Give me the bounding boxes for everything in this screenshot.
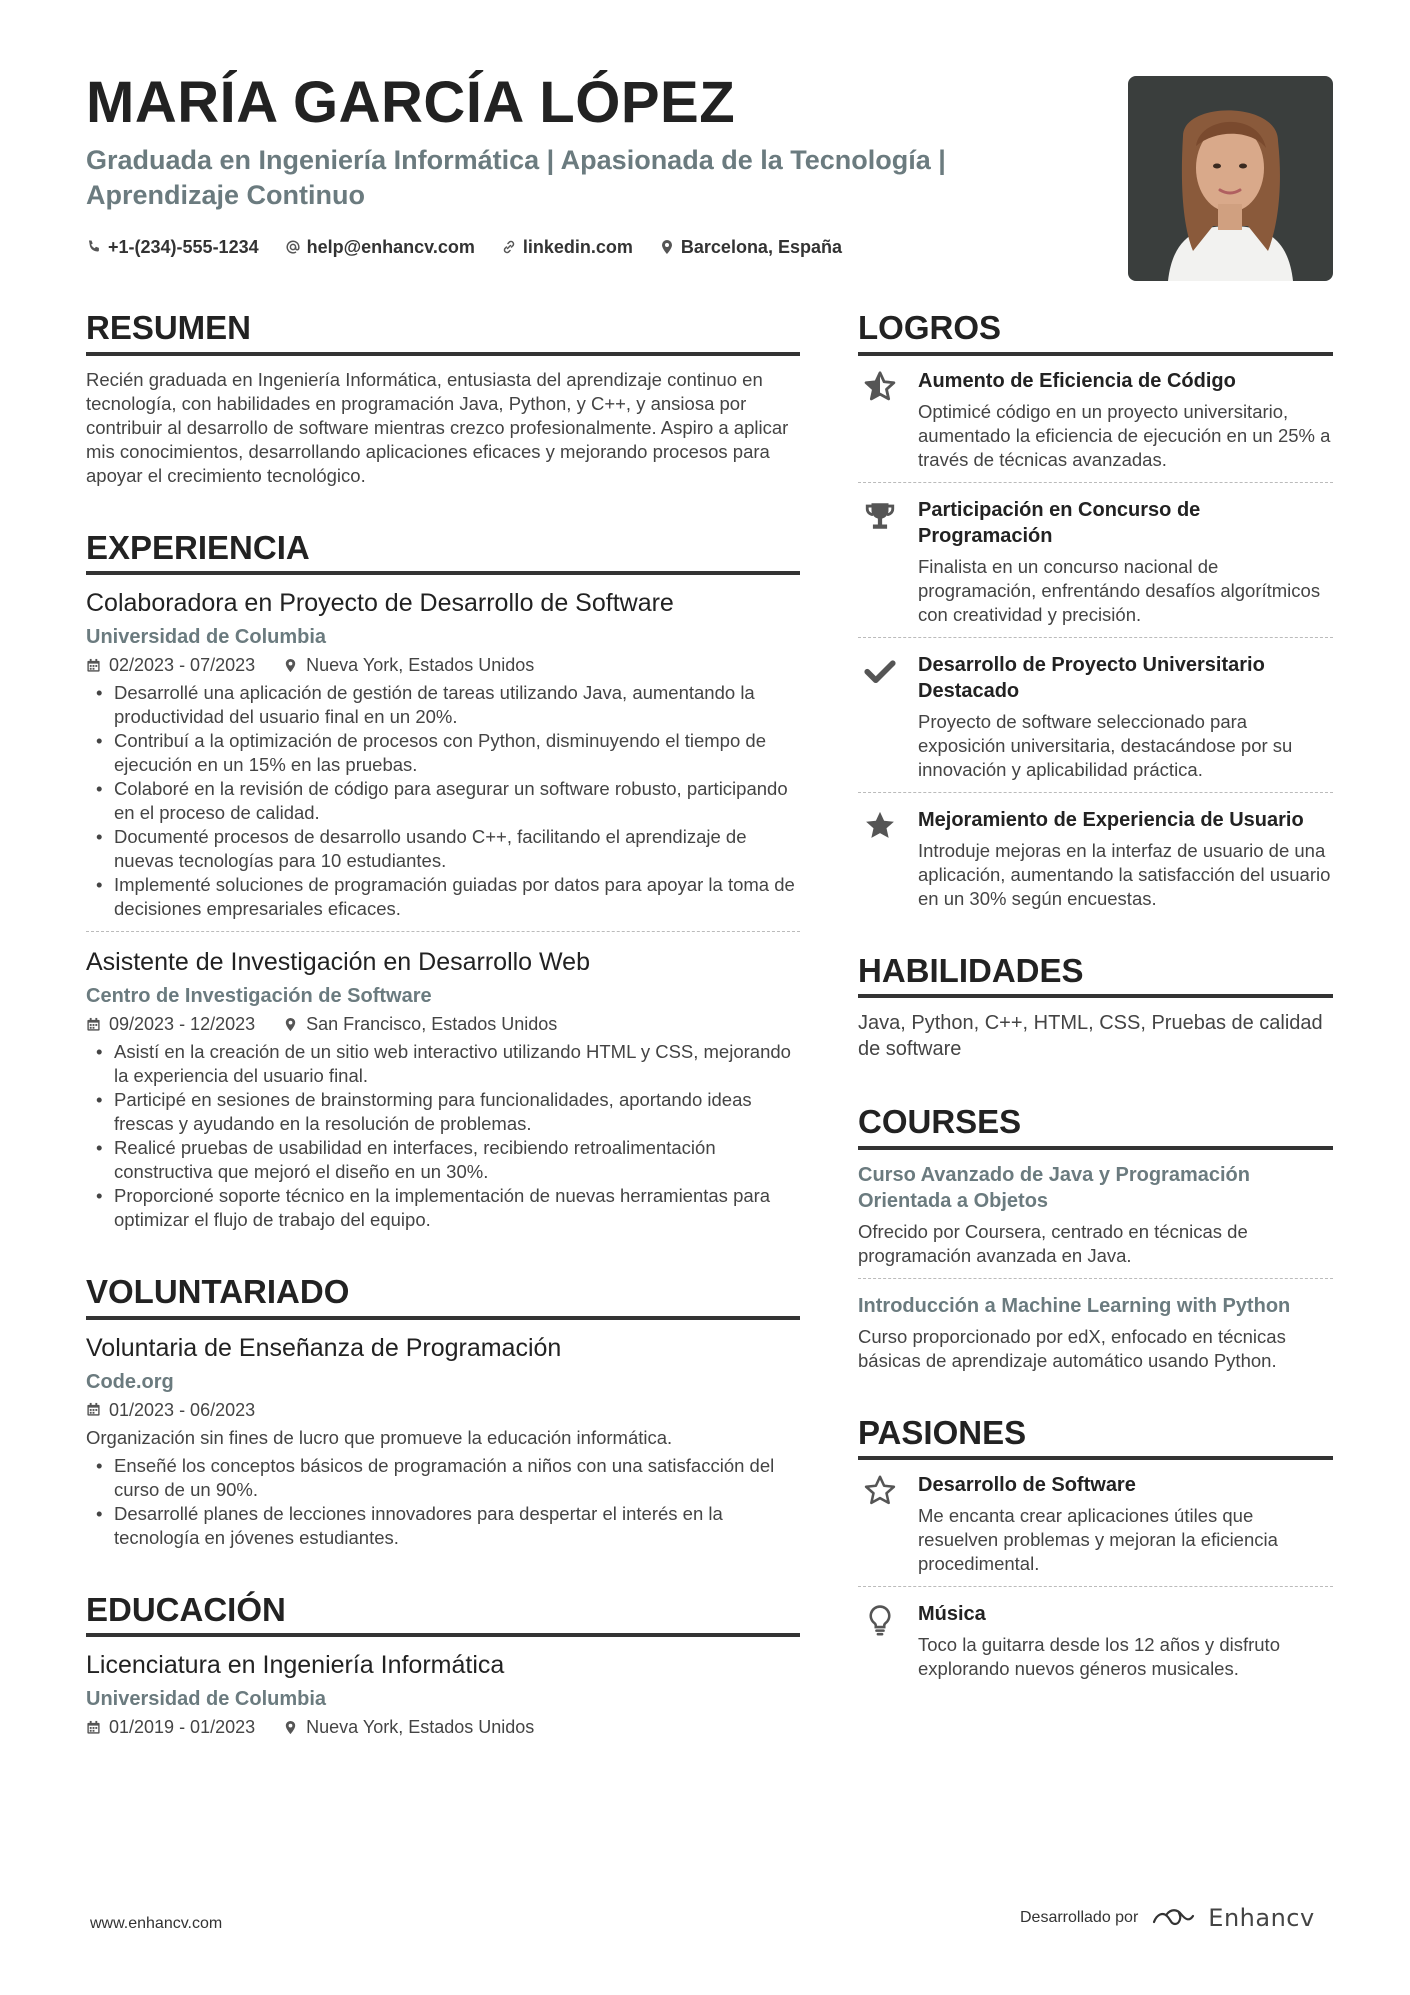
location-text: Barcelona, España	[680, 236, 842, 257]
location-text: Nueva York, Estados Unidos	[306, 1717, 535, 1738]
achievement-title: Desarrollo de Proyecto Universitario Destacado	[918, 653, 1265, 702]
section-title-summary: RESUMEN	[86, 308, 800, 356]
experience-bullets	[86, 681, 800, 921]
section-title-achievements: LOGROS	[858, 308, 1333, 356]
achievement-item	[858, 497, 1333, 627]
trophy-icon	[863, 499, 897, 533]
experience-role: Colaboradora en Proyecto de Desarrollo de Software	[86, 589, 674, 618]
at-icon	[285, 239, 301, 255]
star-icon	[863, 809, 897, 843]
section-title-volunteer: VOLUNTARIADO	[86, 1272, 800, 1320]
bullet-item: • Proporcioné soporte técnico en la implementación de nuevas herramientas para optimizar el flujo de trabajo del equipo.	[86, 1184, 800, 1232]
education-location	[283, 1715, 534, 1739]
resume-header	[86, 70, 1086, 258]
education-dates	[86, 1715, 255, 1739]
linkedin-text: linkedin.com	[522, 236, 633, 257]
bullet-item: • Participé en sesiones de brainstorming para funcionalidades, aportando ideas frescas y ayudando en la resolución de problemas.	[86, 1088, 800, 1136]
achievement-desc: Introduje mejoras en la interfaz de usuario de una aplicación, aumentando la satisfacción del usuario en un 30% según encuestas.	[918, 839, 1331, 909]
course-item	[858, 1162, 1333, 1268]
section-title-courses: COURSES	[858, 1102, 1333, 1150]
achievement-desc: Proyecto de software seleccionado para exposición universitaria, destacándose por su innovación y aplicabilidad práctica.	[918, 710, 1293, 780]
course-title: Curso Avanzado de Java y Programación Orientada a Objetos	[858, 1163, 1250, 1212]
link-icon	[501, 239, 517, 255]
achievements-section	[858, 308, 1333, 911]
achievement-title: Mejoramiento de Experiencia de Usuario	[918, 808, 1304, 831]
left-column	[86, 308, 800, 1779]
volunteer-meta	[86, 1398, 800, 1422]
footer-branding[interactable]	[1020, 1904, 1315, 1932]
map-pin-icon	[659, 239, 675, 255]
skills-text: Java, Python, C++, HTML, CSS, Pruebas de calidad de software	[858, 1012, 1323, 1061]
achievement-desc: Finalista en un concurso nacional de programación, enfrentándo desafíos algorítmicos con creatividad y precisión.	[918, 555, 1321, 625]
passion-desc: Me encanta crear aplicaciones útiles que resuelven problemas y mejoran la eficiencia procedimental.	[918, 1505, 1278, 1575]
dates-text: 01/2019 - 01/2023	[109, 1717, 256, 1738]
experience-org: Universidad de Columbia	[86, 626, 327, 649]
volunteer-bullets	[86, 1454, 800, 1550]
contact-bar	[86, 237, 1086, 258]
experience-section	[86, 528, 800, 1233]
achievement-desc: Optimicé código en un proyecto universitario, aumentado la eficiencia de ejecución en un 25% a través de técnicas avanzadas.	[918, 400, 1331, 470]
lightbulb-icon	[863, 1603, 897, 1637]
dates-text: 01/2023 - 06/2023	[109, 1399, 256, 1420]
experience-role: Asistente de Investigación en Desarrollo Web	[86, 948, 590, 977]
experience-entry	[86, 587, 800, 921]
experience-entry	[86, 946, 800, 1232]
dates-text: 09/2023 - 12/2023	[109, 1014, 256, 1035]
contact-linkedin[interactable]	[501, 237, 633, 258]
calendar-icon	[86, 658, 101, 673]
experience-org: Centro de Investigación de Software	[86, 985, 432, 1008]
bullet-item: • Enseñé los conceptos básicos de programación a niños con una satisfacción del curso de un 90%.	[86, 1454, 800, 1502]
bullet-item: • Implementé soluciones de programación guiadas por datos para apoyar la toma de decisiones empresariales eficaces.	[86, 873, 800, 921]
volunteer-org: Code.org	[86, 1370, 174, 1393]
achievement-title: Participación en Concurso de Programación	[918, 498, 1201, 547]
calendar-icon	[86, 1402, 101, 1417]
passion-title: Música	[918, 1603, 986, 1626]
entry-divider	[858, 637, 1333, 638]
achievement-item	[858, 807, 1333, 911]
footer-website[interactable]: www.enhancv.com	[90, 1915, 223, 1932]
summary-text: Recién graduada en Ingeniería Informática, entusiasta del aprendizaje continuo en tecnología, con habilidades en programación Java, Python, y C++, y ansiosa por contribuir al desarrollo de software mientras crezco profesionalmente. Aspiro a aplicar mis conocimientos, desarrollando aplicaciones eficaces y mejorando procesos para apoyar el crecimiento tecnológico.	[86, 368, 789, 486]
bullet-item: • Contribuí a la optimización de procesos con Python, disminuyendo el tiempo de ejecución en un 15% en las pruebas.	[86, 729, 800, 777]
volunteer-description: Organización sin fines de lucro que promueve la educación informática.	[86, 1426, 673, 1448]
passion-item	[858, 1472, 1333, 1576]
star-half-icon	[863, 370, 897, 404]
contact-location	[659, 237, 842, 258]
bullet-item: • Colaboré en la revisión de código para asegurar un software robusto, participando en el proceso de calidad.	[86, 777, 800, 825]
section-title-education: EDUCACIÓN	[86, 1590, 800, 1638]
calendar-icon	[86, 1017, 101, 1032]
bullet-item: • Desarrollé una aplicación de gestión de tareas utilizando Java, aumentando la productividad del usuario final en un 20%.	[86, 681, 800, 729]
volunteer-section	[86, 1272, 800, 1550]
calendar-icon	[86, 1720, 101, 1735]
experience-dates	[86, 1012, 255, 1036]
check-icon	[863, 654, 897, 688]
course-item	[858, 1293, 1333, 1373]
course-desc: Curso proporcionado por edX, enfocado en técnicas básicas de aprendizaje automático usando Python.	[858, 1325, 1286, 1371]
location-text: Nueva York, Estados Unidos	[306, 655, 535, 676]
section-title-skills: HABILIDADES	[858, 951, 1333, 999]
contact-phone[interactable]	[86, 237, 259, 258]
section-title-passions: PASIONES	[858, 1413, 1333, 1461]
map-pin-icon	[283, 1017, 298, 1032]
entry-divider	[858, 792, 1333, 793]
education-degree: Licenciatura en Ingeniería Informática	[86, 1651, 505, 1680]
bullet-item: • Desarrollé planes de lecciones innovadores para despertar el interés en la tecnología en jóvenes estudiantes.	[86, 1502, 800, 1550]
course-desc: Ofrecido por Coursera, centrado en técnicas de programación avanzada en Java.	[858, 1220, 1248, 1266]
passions-section	[858, 1413, 1333, 1682]
bullet-item: • Realicé pruebas de usabilidad en interfaces, recibiendo retroalimentación constructiva que mejoró el diseño en un 30%.	[86, 1136, 800, 1184]
entry-divider	[858, 1278, 1333, 1279]
brand-name: Enhancv	[1208, 1904, 1315, 1932]
experience-meta	[86, 1012, 800, 1036]
experience-bullets	[86, 1040, 800, 1232]
location-text: San Francisco, Estados Unidos	[306, 1014, 558, 1035]
star-outline-icon	[863, 1474, 897, 1508]
achievement-title: Aumento de Eficiencia de Código	[918, 369, 1236, 392]
achievement-item	[858, 368, 1333, 472]
passion-desc: Toco la guitarra desde los 12 años y disfruto explorando nuevos géneros musicales.	[918, 1634, 1280, 1680]
education-section	[86, 1590, 800, 1740]
map-pin-icon	[283, 1720, 298, 1735]
profile-photo	[1128, 76, 1333, 281]
courses-section	[858, 1102, 1333, 1373]
entry-divider	[86, 931, 800, 932]
course-title: Introducción a Machine Learning with Python	[858, 1294, 1291, 1317]
achievement-item	[858, 652, 1333, 782]
passion-title: Desarrollo de Software	[918, 1474, 1136, 1497]
contact-email[interactable]	[285, 237, 475, 258]
map-pin-icon	[283, 658, 298, 673]
passion-item	[858, 1601, 1333, 1681]
experience-location	[283, 653, 534, 677]
experience-location	[283, 1012, 557, 1036]
volunteer-role: Voluntaria de Enseñanza de Programación	[86, 1333, 562, 1362]
volunteer-dates	[86, 1398, 255, 1422]
education-meta	[86, 1715, 800, 1739]
section-title-experience: EXPERIENCIA	[86, 528, 800, 576]
candidate-name: MARÍA GARCÍA LÓPEZ	[86, 70, 736, 135]
dates-text: 02/2023 - 07/2023	[109, 655, 256, 676]
experience-meta	[86, 653, 800, 677]
bullet-item: • Asistí en la creación de un sitio web interactivo utilizando HTML y CSS, mejorando la experiencia del usuario final.	[86, 1040, 800, 1088]
skills-section	[858, 951, 1333, 1063]
powered-by-label: Desarrollado por	[1020, 1909, 1139, 1926]
email-text: help@enhancv.com	[306, 236, 475, 257]
education-org: Universidad de Columbia	[86, 1688, 327, 1711]
entry-divider	[858, 482, 1333, 483]
right-column	[858, 308, 1333, 1721]
enhancv-logo-icon	[1150, 1906, 1196, 1930]
summary-section	[86, 308, 800, 488]
entry-divider	[858, 1586, 1333, 1587]
phone-icon	[86, 239, 102, 255]
phone-text: +1-(234)-555-1234	[108, 236, 259, 257]
experience-dates	[86, 653, 255, 677]
candidate-subtitle: Graduada en Ingeniería Informática | Apasionada de la Tecnología | Aprendizaje Continuo	[86, 144, 946, 210]
bullet-item: • Documenté procesos de desarrollo usando C++, facilitando el aprendizaje de nuevas tecnologías para 10 estudiantes.	[86, 825, 800, 873]
